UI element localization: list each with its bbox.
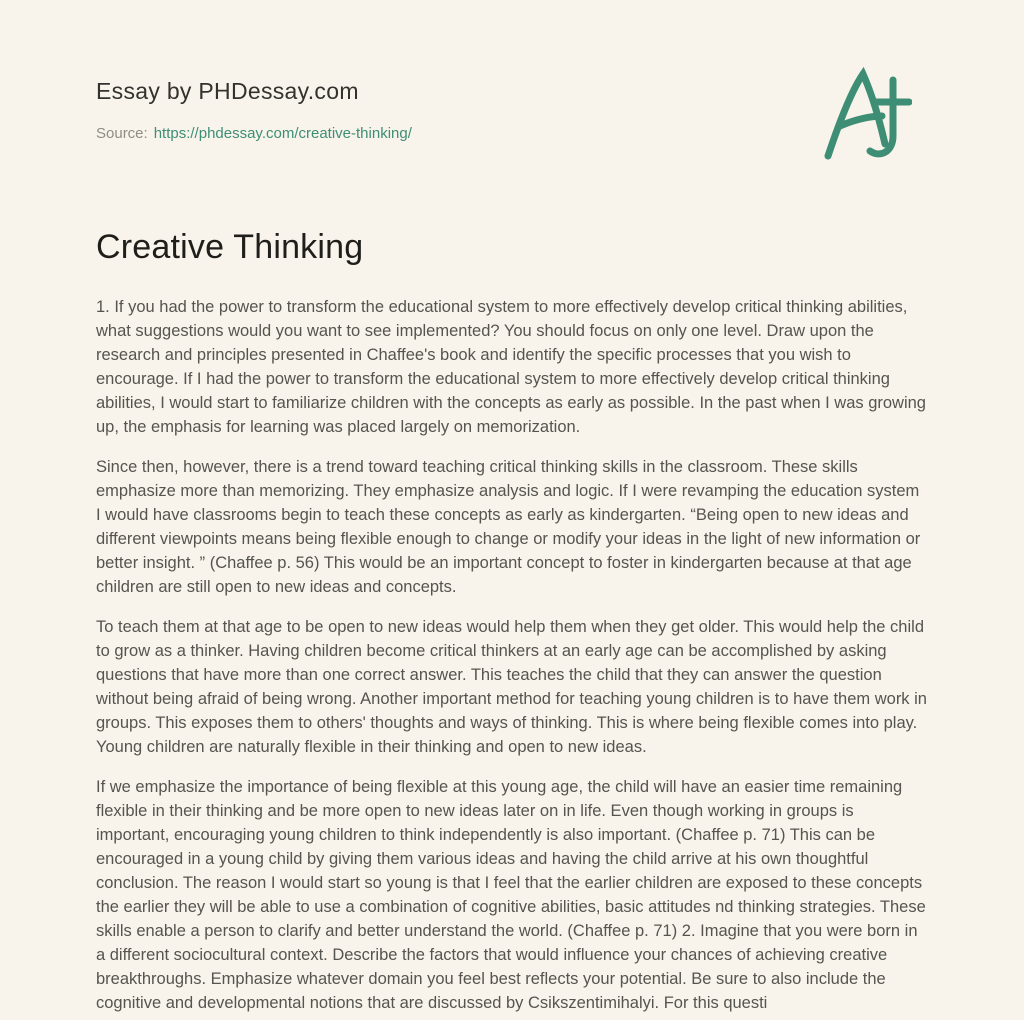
essay-paragraph-3: To teach them at that age to be open to new ideas would help them when they get older. This would help the child to grow as a thinker. Having children become critical thinkers at an early age can be accomplished by asking questions that have more than one correct answer. This teaches the child that they can answer the question without being afraid of being wrong. Another important method for teaching young children is to have them work in groups. This exposes them to others' thoughts and ways of thinking. This is where being flexible comes into play. Young children are naturally flexible in their thinking and open to new ideas.: [96, 618, 927, 756]
essay-paragraph-2: Since then, however, there is a trend toward teaching critical thinking skills in the classroom. These skills emphasize more than memorizing. They emphasize analysis and logic. If I were revamping the education system I would have classrooms begin to teach these concepts as early as kindergarten. “Being open to new ideas and different viewpoints means being flexible enough to change or modify your ideas in the light of new information or better insight. ” (Chaffee p. 56) This would be an important concept to foster in kindergarten because at that age children are still open to new ideas and concepts.: [96, 458, 921, 596]
source-url-link[interactable]: https://phdessay.com/creative-thinking/: [153, 125, 412, 142]
essay-byline: Essay by PHDessay.com: [96, 78, 359, 104]
source-label: Source:: [96, 125, 148, 142]
essay-paragraph-1: 1. If you had the power to transform the educational system to more effectively develop critical thinking abilities, what suggestions would you want to see implemented? You should focus on only one level. Draw upon the research and principles presented in Chaffee's book and identify the specific processes that you wish to encourage. If I had the power to transform the educational system to more effectively develop critical thinking abilities, I would start to familiarize children with the concepts as early as possible. In the past when I was growing up, the emphasis for learning was placed largely on memorization.: [96, 298, 926, 436]
phdessay-logo-icon: [820, 66, 912, 162]
essay-paragraph-4: If we emphasize the importance of being flexible at this young age, the child will have an easier time remaining flexible in their thinking and be more open to new ideas later on in life. Even though working in groups is important, encouraging young children to think independently is also important. (Chaffee p. 71) This can be encouraged in a young child by giving them various ideas and having the child arrive at his own thoughtful conclusion. The reason I would start so young is that I feel that the earlier children are exposed to these concepts the earlier they will be able to use a combination of cognitive abilities, basic attitudes nd thinking strategies. These skills enable a person to clarify and better understand the world. (Chaffee p. 71) 2. Imagine that you were born in a different sociocultural context. Describe the factors that would influence your chances of achieving creative breakthroughs. Emphasize whatever domain you feel best reflects your potential. Be sure to also include the cognitive and developmental notions that are discussed by Csikszentimihalyi. For this questi: [96, 778, 926, 1012]
essay-title: Creative Thinking: [96, 228, 364, 266]
essay-content: [96, 228, 928, 1015]
essay-body: [96, 295, 928, 1015]
source-line: [96, 125, 928, 142]
page-header: [96, 78, 928, 142]
